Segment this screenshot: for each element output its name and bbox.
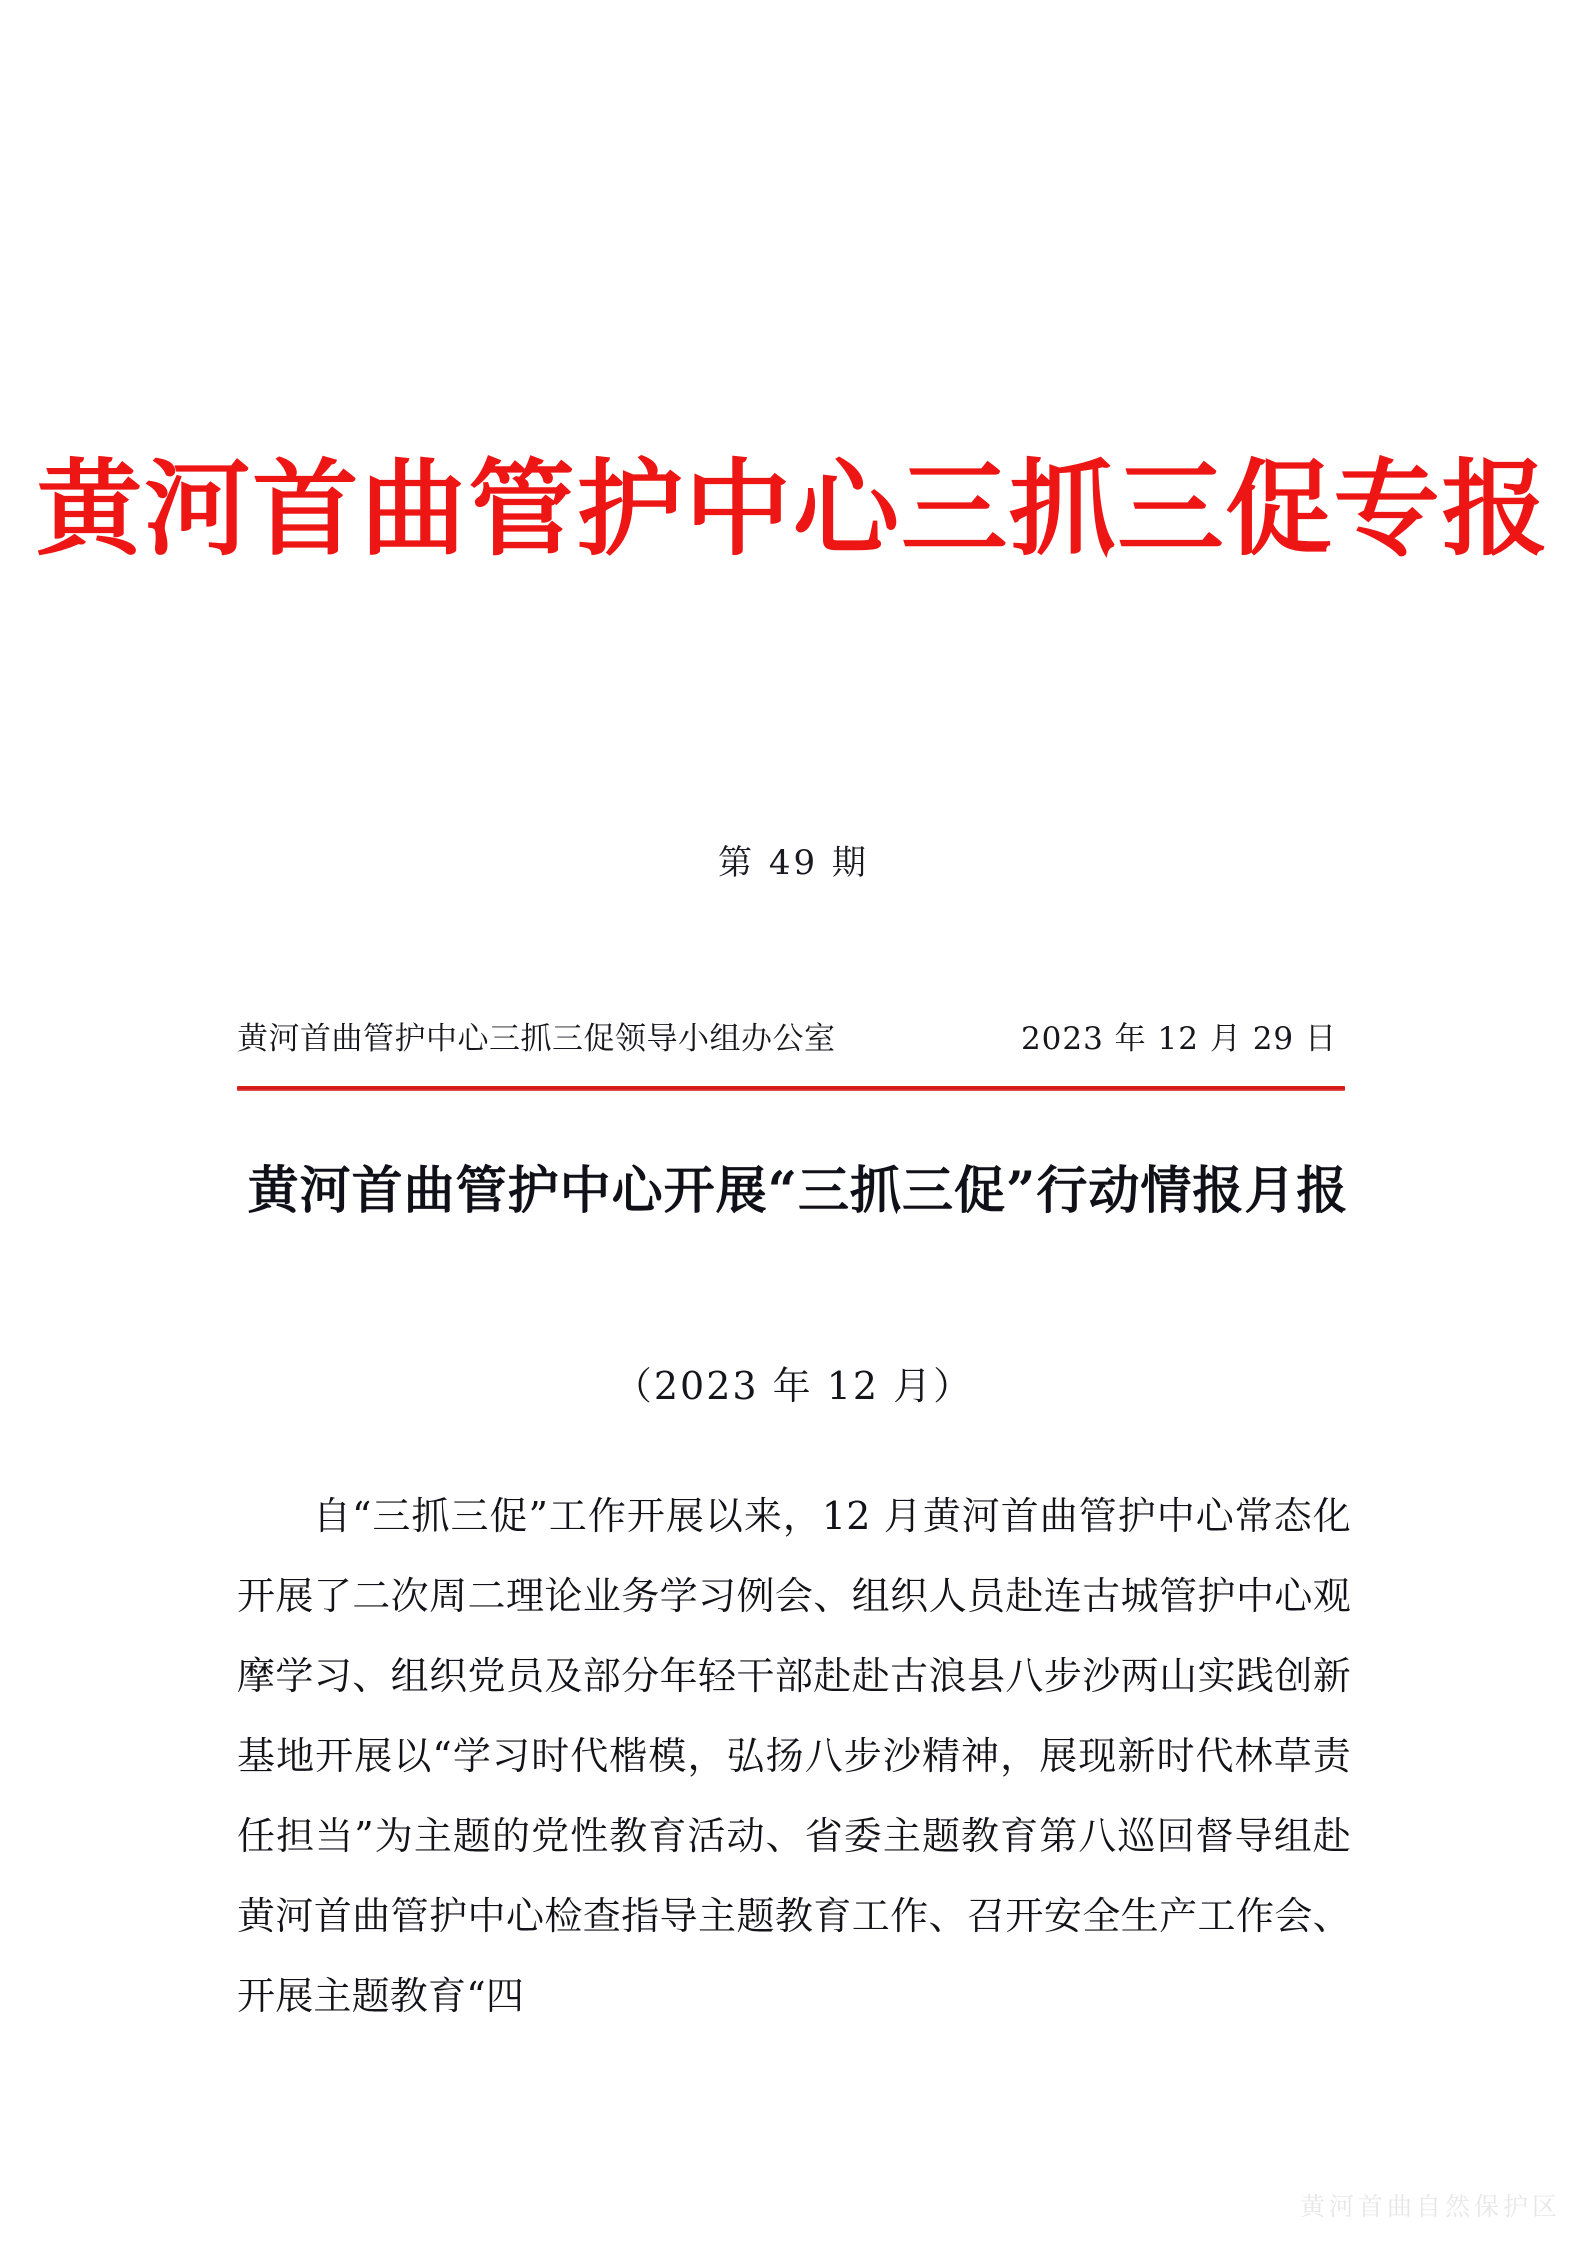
issuing-office: 黄河首曲管护中心三抓三促领导小组办公室 — [237, 1021, 836, 1057]
body-paragraph: 自“三抓三促”工作开展以来，12 月黄河首曲管护中心常态化开展了二次周二理论业务学习例会、组织人员赴连古城管护中心观摩学习、组织党员及部分年轻干部赴赴古浪县八步沙两山实践创新基地开展以“学习时代楷模，弘扬八步沙精神，展现新时代林草责任担当”为主题的党性教育活动、省委主题教育第八巡回督导组赴黄河首曲管护中心检查指导主题教育工作、召开安全生产工作会、开展主题教育“四 — [237, 1494, 1351, 2018]
red-separator-rule — [237, 1086, 1345, 1091]
header-meta-row — [237, 1013, 1345, 1058]
masthead-title: 黄河首曲管护中心三抓三促专报 — [36, 447, 1551, 570]
footer-watermark: 黄河首曲自然保护区 — [1299, 2192, 1561, 2221]
document-subdate: （2023 年 12 月） — [613, 1364, 974, 1408]
publication-date: 2023 年 12 月 29 日 — [1020, 1021, 1337, 1057]
masthead — [0, 447, 1587, 570]
document-title: 黄河首曲管护中心开展“三抓三促”行动情报月报 — [247, 1161, 1349, 1221]
body-text-block — [237, 1476, 1351, 2036]
issue-number: 第 49 期 — [718, 843, 869, 883]
